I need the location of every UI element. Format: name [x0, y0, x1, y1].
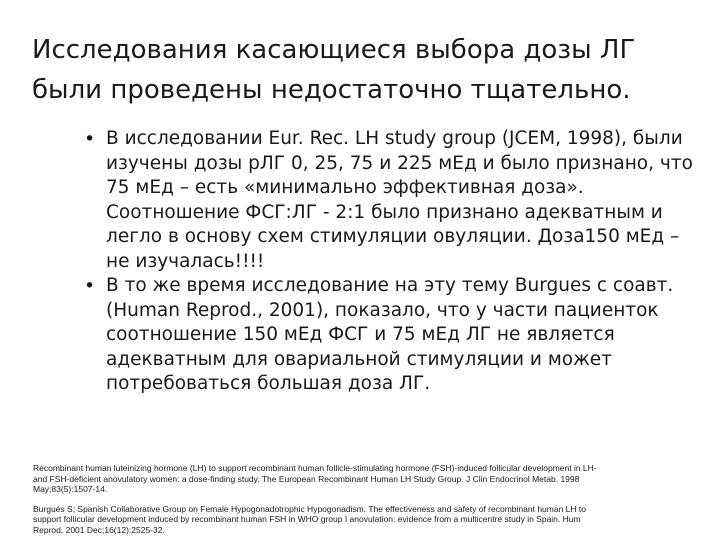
title-line: Исследования касающиеся выбора дозы ЛГ — [32, 35, 636, 65]
title-line: были проведены недостаточно тщательно. — [32, 75, 631, 105]
reference-line: May;83(5):1507-14. — [33, 484, 108, 494]
references — [33, 463, 703, 535]
bullet-list — [84, 127, 720, 397]
bullet-dot-icon: • — [84, 128, 96, 150]
bullet-line: В то же время исследование на эту тему Burgues с соавт. — [106, 275, 674, 296]
reference-item — [33, 463, 703, 495]
bullet-text — [106, 274, 720, 397]
bullet-item — [84, 274, 720, 397]
reference-line: support follicular development induced by recombinant human FSH in WHO group I anovulation: evidence from a multicentre study in Spain. Hum — [33, 514, 581, 524]
bullet-dot-icon: • — [84, 275, 96, 297]
slide-title — [32, 30, 692, 110]
bullet-line: Соотношение ФСГ:ЛГ - 2:1 было признано адекватным и — [106, 201, 663, 223]
bullet-line: соотношение 150 мЕд ФСГ и 75 мЕд ЛГ не является — [106, 324, 615, 345]
bullet-line: В исследовании Eur. Rec. LH study group (JCEM, 1998), были — [106, 128, 683, 149]
bullet-line: 75 мЕд – есть «минимально эффективная доза». — [106, 177, 584, 198]
bullet-text — [106, 127, 720, 274]
reference-line: Recombinant human luteinizing hormone (LH) to support recombinant human follicle-stimulating hormone (FSH)-induced follicular development in LH- — [33, 463, 597, 473]
bullet-line: изучены дозы рЛГ 0, 25, 75 и 225 мЕд и было признано, что — [106, 152, 693, 174]
bullet-line: легло в основу схем стимуляции овуляции. Доза150 мЕд – — [106, 226, 680, 247]
bullet-line: адекватным для овариальной стимуляции и может — [106, 348, 612, 370]
reference-line: Burgués S; Spanish Collaborative Group on Female Hypogonadotrophic Hypogonadism. The effectiveness and safety of recombinant human LH to — [33, 503, 586, 514]
reference-item — [33, 504, 703, 536]
reference-line: and FSH-deficient anovulatory women: a dose-finding study. The European Recombinant Human LH Study Group. J Clin Endocrinol Metab. 1998 — [33, 473, 580, 484]
bullet-line: (Human Reprod., 2001), показало, что у части пациенток — [106, 299, 659, 321]
reference-line: Reprod. 2001 Dec;16(12):2525-32. — [33, 524, 165, 535]
bullet-item — [84, 127, 720, 274]
bullet-line: не изучалась!!!! — [106, 250, 265, 272]
bullet-line: потребоваться большая доза ЛГ. — [106, 373, 431, 394]
